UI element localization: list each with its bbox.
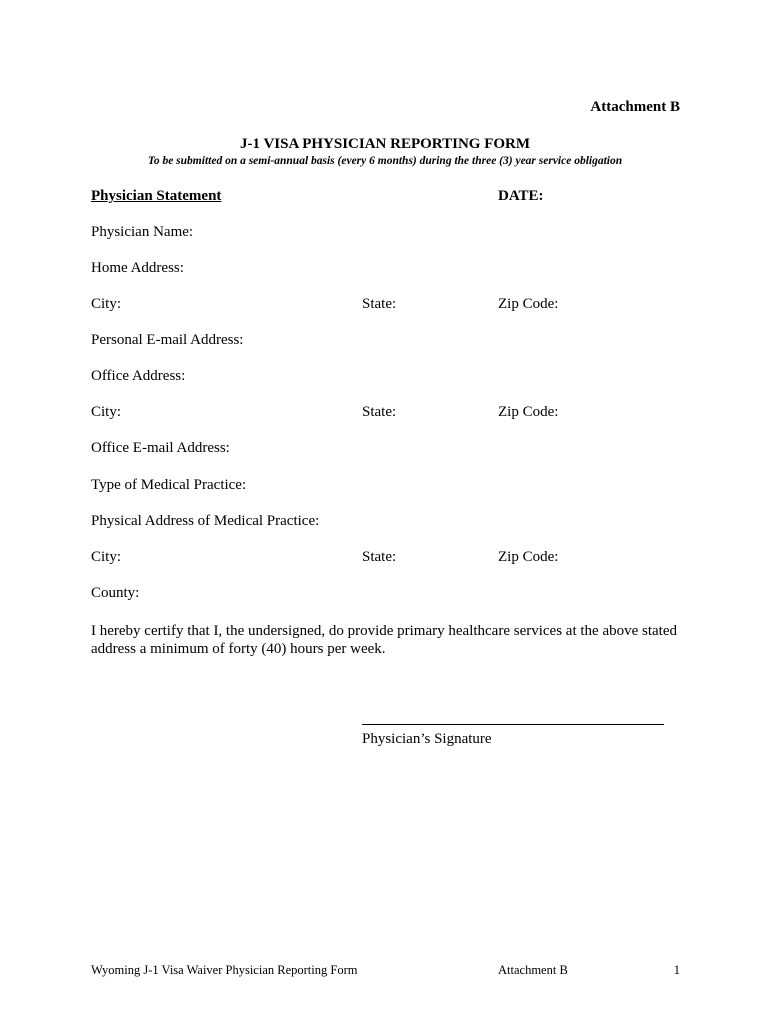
form-subtitle: To be submitted on a semi-annual basis (every 6 months) during the three (3) year service obligation [147, 155, 623, 167]
signature-line [362, 724, 664, 725]
footer-form-name: Wyoming J-1 Visa Waiver Physician Reporting Form [91, 963, 358, 977]
footer-attachment: Attachment B [498, 963, 568, 977]
section-heading: Physician Statement [91, 188, 222, 204]
home-zip-label: Zip Code: [498, 296, 559, 312]
personal-email-label: Personal E-mail Address: [91, 332, 244, 348]
home-city-label: City: [91, 296, 122, 312]
signature-label: Physician’s Signature [362, 731, 492, 747]
certification-statement: I hereby certify that I, the undersigned, do provide primary healthcare services at the above stated address a minimum of forty (40) hours per week. [91, 623, 678, 657]
home-state-label: State: [362, 296, 397, 312]
practice-state-label: State: [362, 549, 397, 565]
practice-address-label: Physical Address of Medical Practice: [91, 513, 320, 529]
footer-page-number: 1 [673, 963, 680, 977]
form-title: J-1 VISA PHYSICIAN REPORTING FORM [239, 136, 531, 152]
home-address-label: Home Address: [91, 260, 184, 276]
practice-city-label: City: [91, 549, 122, 565]
practice-type-label: Type of Medical Practice: [91, 477, 247, 493]
county-label: County: [91, 585, 140, 601]
office-email-label: Office E-mail Address: [91, 440, 230, 456]
office-city-label: City: [91, 404, 122, 420]
office-address-label: Office Address: [91, 368, 186, 384]
practice-zip-label: Zip Code: [498, 549, 559, 565]
attachment-label: Attachment B [590, 99, 680, 115]
office-zip-label: Zip Code: [498, 404, 559, 420]
date-label: DATE: [498, 188, 544, 204]
physician-name-label: Physician Name: [91, 224, 194, 240]
office-state-label: State: [362, 404, 397, 420]
